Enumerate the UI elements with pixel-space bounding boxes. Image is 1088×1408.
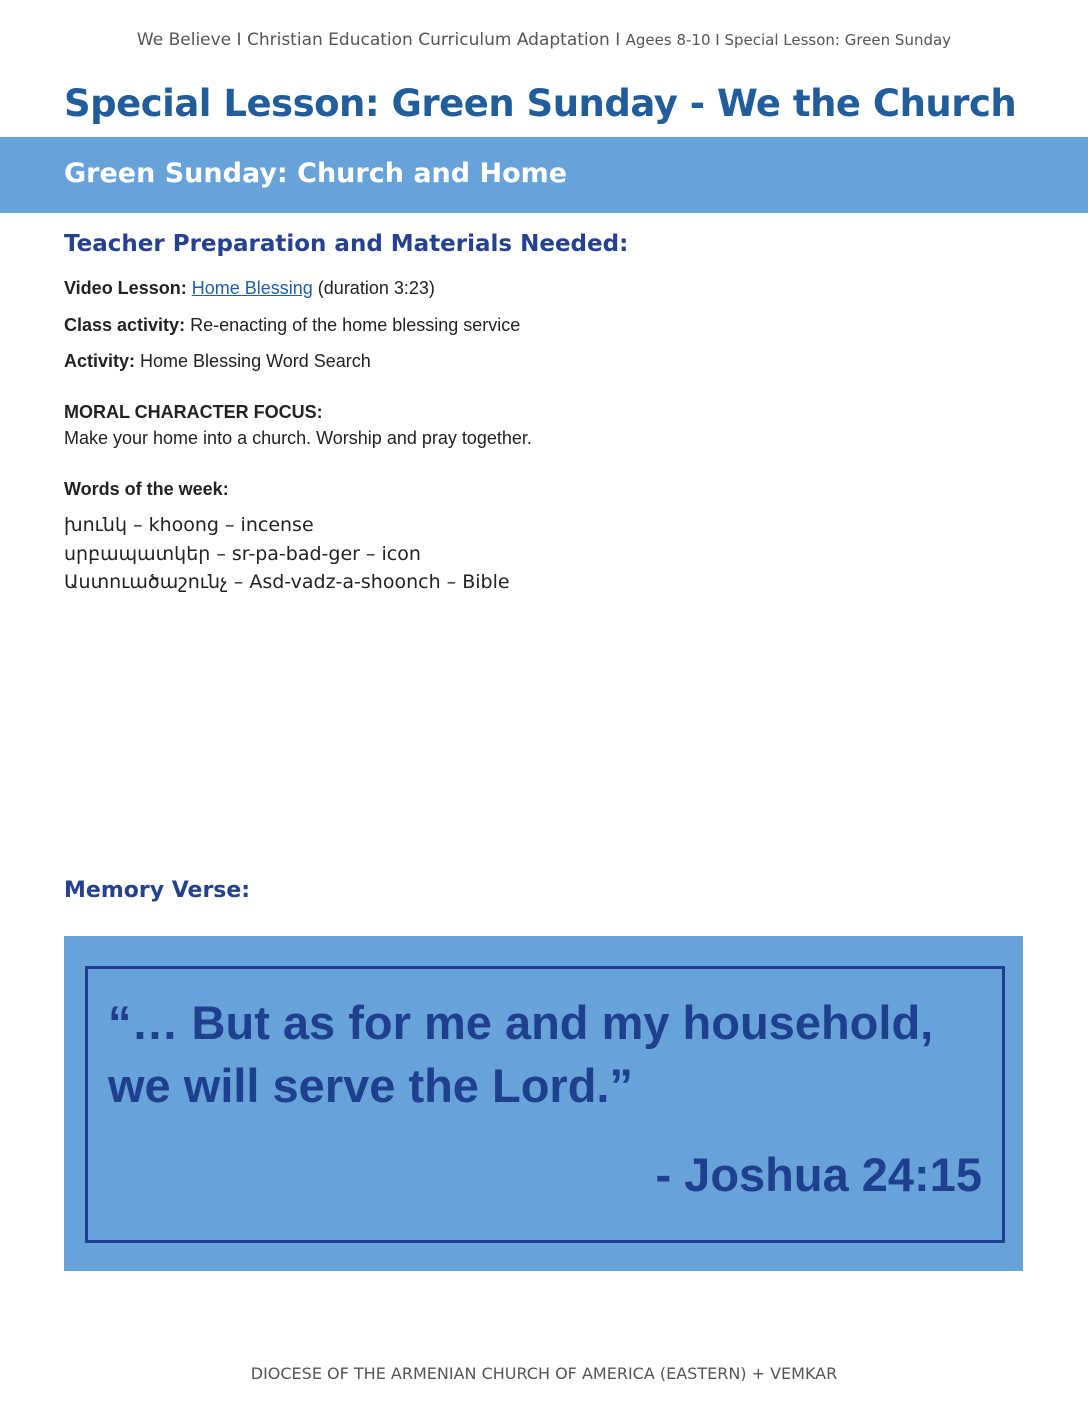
memory-verse-box: [64, 936, 1023, 1271]
activity-line: [64, 351, 371, 372]
words-of-week-label: Words of the week:: [64, 479, 229, 499]
vocab-item-incense: խունկ – khoong – incense: [64, 514, 314, 536]
class-activity-label: Class activity:: [64, 315, 186, 335]
moral-focus-label-line: [64, 402, 323, 423]
video-lesson-line: [64, 278, 435, 299]
memory-verse-frame: [85, 966, 1005, 1243]
running-header-main: We Believe I Christian Education Curriculum Adaptation I: [136, 30, 621, 50]
memory-verse-reference: - Joshua 24:15: [655, 1148, 982, 1201]
section-band: [0, 137, 1088, 213]
memory-verse-line-1: “… But as for me and my household,: [108, 996, 934, 1049]
moral-focus-label: MORAL CHARACTER FOCUS:: [64, 402, 323, 422]
running-header: [0, 30, 1088, 50]
activity-value: Home Blessing Word Search: [140, 351, 371, 371]
vocab-item-icon: սրբապատկեր – sr-pa-bad-ger – icon: [64, 543, 421, 565]
words-of-week-label-line: [64, 479, 229, 500]
video-lesson-label: Video Lesson:: [64, 278, 187, 298]
memory-verse-line-2: we will serve the Lord.”: [108, 1059, 633, 1112]
running-header-sub: Agees 8-10 I Special Lesson: Green Sunday: [625, 31, 952, 49]
page-title: Special Lesson: Green Sunday - We the Church: [64, 82, 1017, 125]
memory-verse-heading: Memory Verse:: [64, 878, 251, 903]
memory-verse-text: [108, 991, 988, 1117]
video-duration: (duration 3:23): [317, 278, 435, 298]
class-activity-value: Re-enacting of the home blessing service: [190, 315, 521, 335]
page-footer: DIOCESE OF THE ARMENIAN CHURCH OF AMERICA (EASTERN) + VEMKAR: [250, 1364, 838, 1383]
vocab-item-bible: Աստուածաշունչ – Asd-vadz-a-shoonch – Bible: [64, 571, 510, 593]
activity-label: Activity:: [64, 351, 136, 371]
home-blessing-video-link[interactable]: Home Blessing: [191, 278, 313, 298]
moral-focus-text: Make your home into a church. Worship and pray together.: [64, 428, 532, 448]
prep-heading: Teacher Preparation and Materials Needed:: [64, 231, 629, 257]
class-activity-line: [64, 315, 520, 336]
section-title: Green Sunday: Church and Home: [64, 158, 568, 189]
